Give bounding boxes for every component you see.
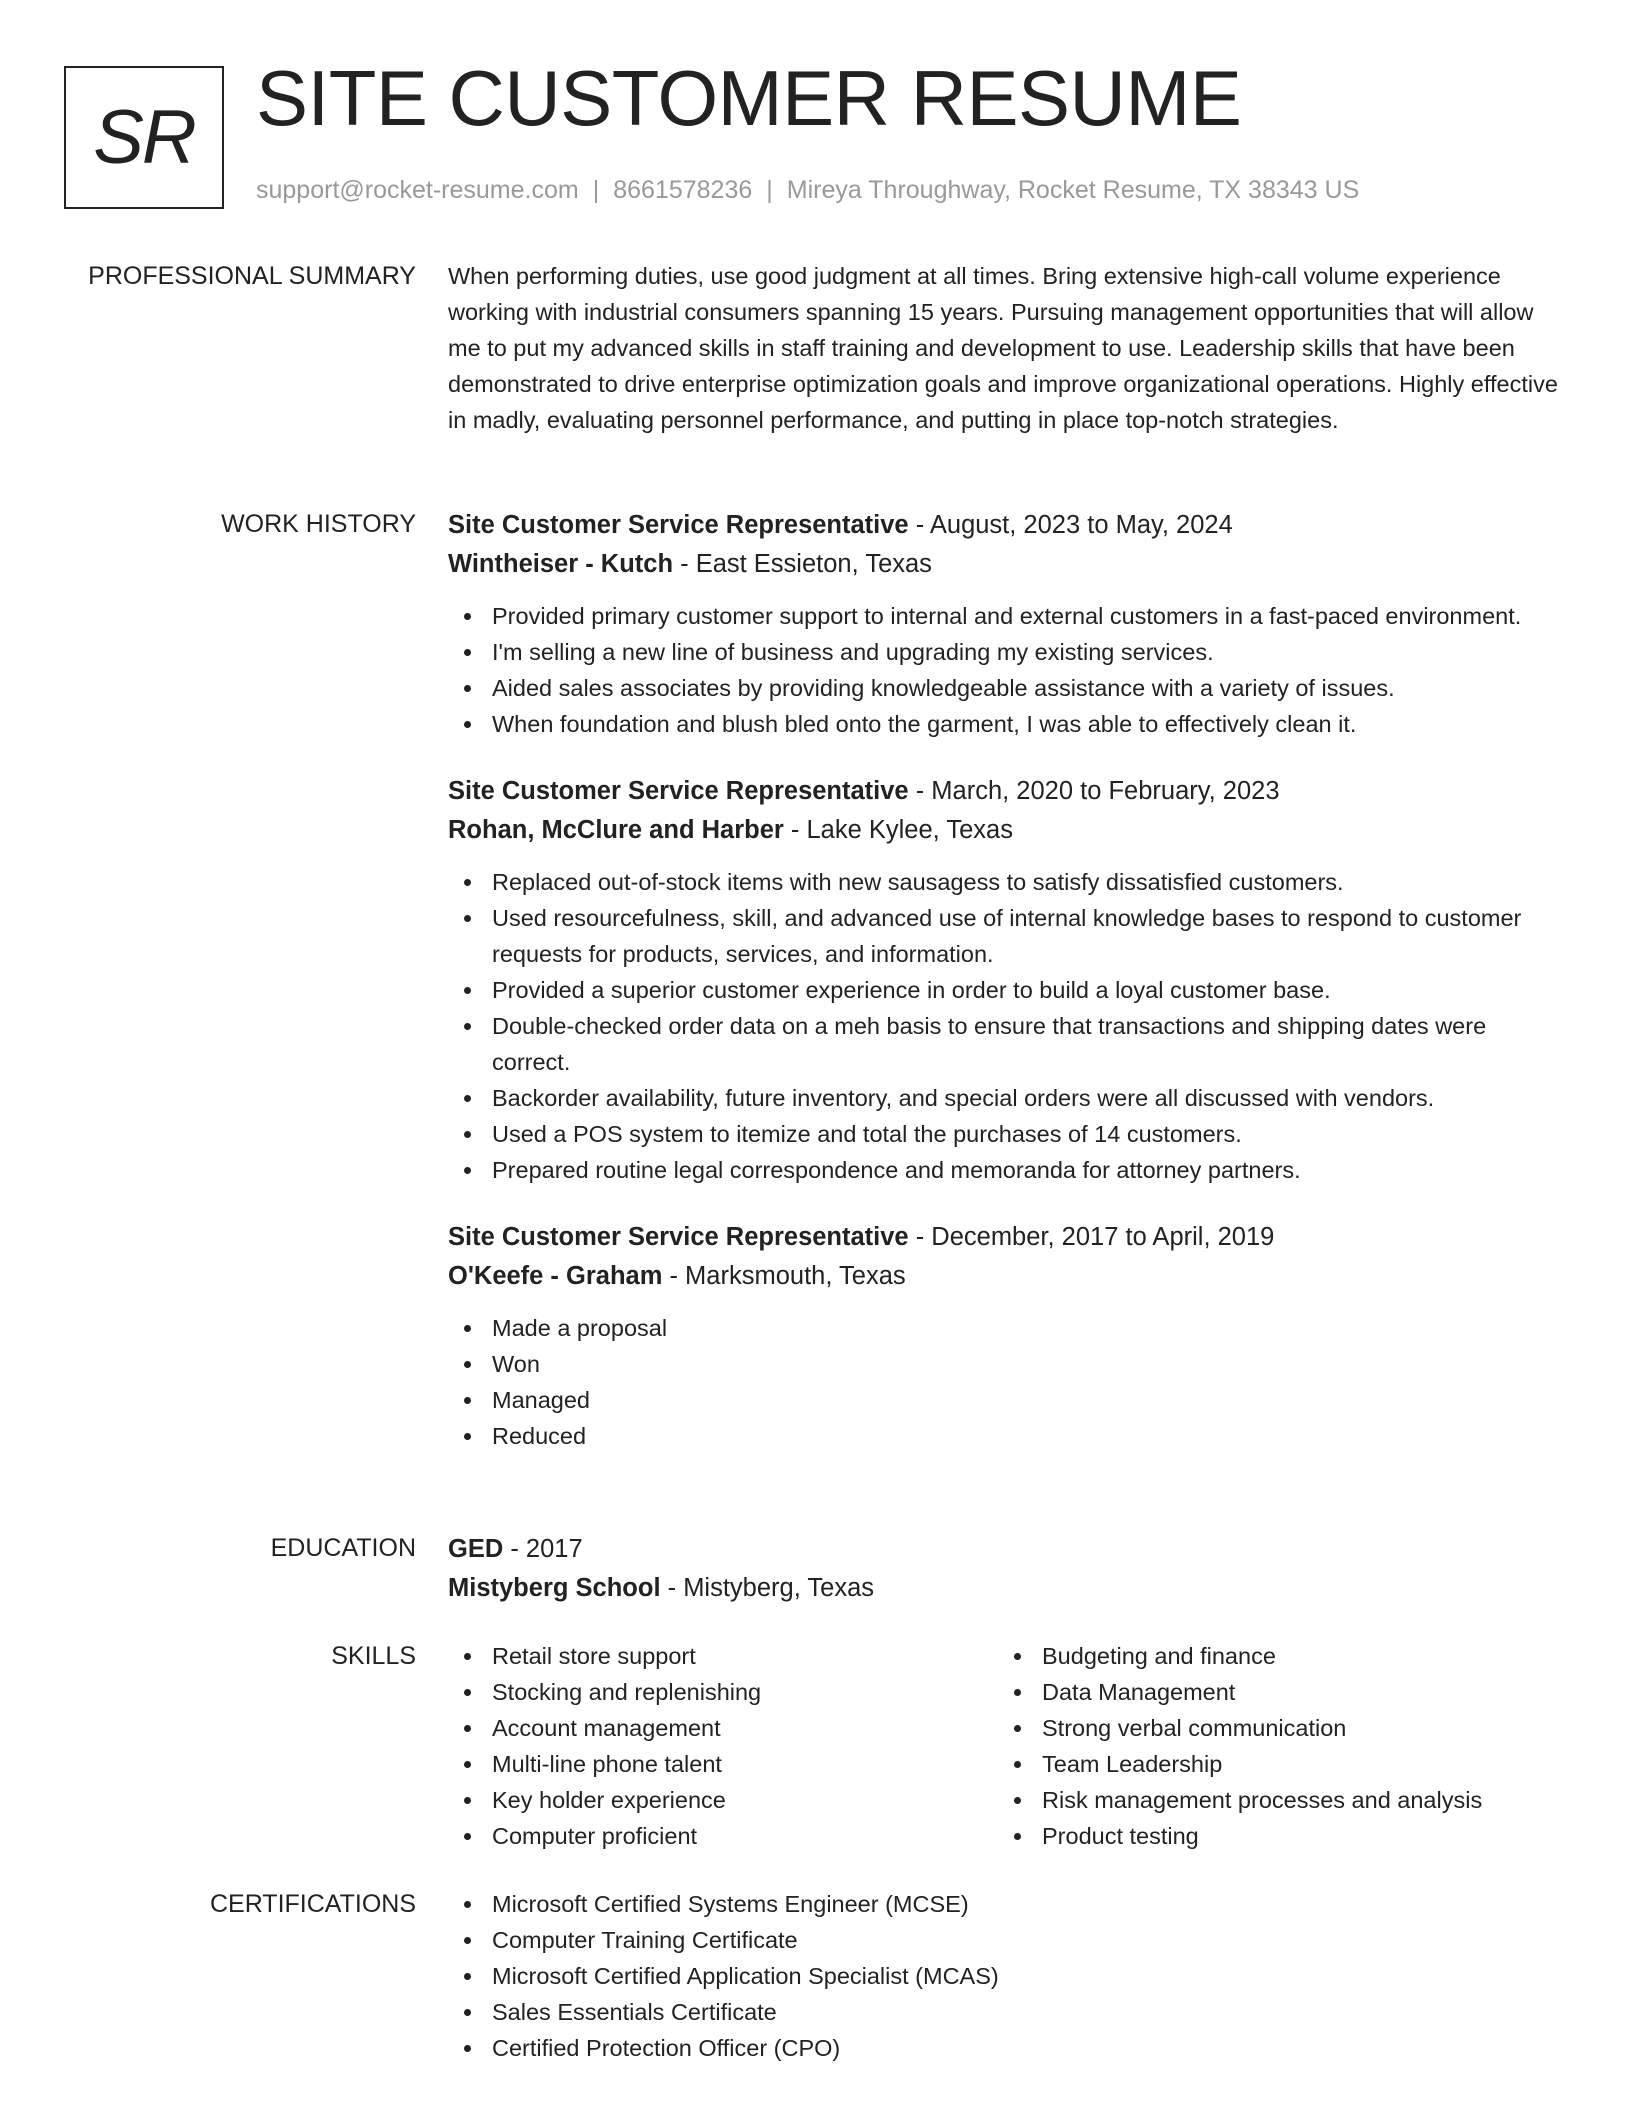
list-item: Microsoft Certified Systems Engineer (MCSE) xyxy=(448,1886,1568,1922)
skills-label: SKILLS xyxy=(331,1642,416,1670)
list-item: Used resourcefulness, skill, and advanced use of internal knowledge bases to respond to customer requests for products, services, and information. xyxy=(448,900,1568,972)
list-item: Team Leadership xyxy=(998,1746,1548,1782)
education-label: EDUCATION xyxy=(270,1534,416,1562)
skills-column-right xyxy=(998,1638,1548,1854)
contact-address: Mireya Throughway, Rocket Resume, TX 38343 US xyxy=(786,176,1360,204)
job-dates: - August, 2023 to May, 2024 xyxy=(908,511,1233,539)
contact-email[interactable]: support@rocket-resume.com xyxy=(256,176,579,204)
job-title: Site Customer Service Representative xyxy=(448,1223,909,1251)
skills-grid xyxy=(448,1638,1568,1854)
job-dates: - March, 2020 to February, 2023 xyxy=(908,777,1280,805)
list-item: Won xyxy=(448,1346,1568,1382)
monogram-initials: SR xyxy=(93,95,195,180)
list-item: Retail store support xyxy=(448,1638,998,1674)
education-location: - Mistyberg, Texas xyxy=(660,1574,875,1602)
list-item: Multi-line phone talent xyxy=(448,1746,998,1782)
job-title: Site Customer Service Representative xyxy=(448,777,909,805)
education-body xyxy=(448,1530,1568,1608)
job-entry xyxy=(448,506,1568,742)
job-company-line xyxy=(448,545,1568,584)
job-bullets xyxy=(448,864,1568,1188)
job-company: O'Keefe - Graham xyxy=(448,1262,663,1290)
certifications-label: CERTIFICATIONS xyxy=(209,1890,416,1918)
list-item: Managed xyxy=(448,1382,1568,1418)
education-year: - 2017 xyxy=(503,1535,583,1563)
list-item: Account management xyxy=(448,1710,998,1746)
list-item: Stocking and replenishing xyxy=(448,1674,998,1710)
education-degree-line xyxy=(448,1530,1568,1569)
job-company-line xyxy=(448,1257,1568,1296)
contact-separator: | xyxy=(592,176,600,204)
list-item: Aided sales associates by providing knowledgeable assistance with a variety of issues. xyxy=(448,670,1568,706)
list-item: Data Management xyxy=(998,1674,1548,1710)
list-item: Microsoft Certified Application Specialist (MCAS) xyxy=(448,1958,1568,1994)
job-company-line xyxy=(448,811,1568,850)
certifications-body xyxy=(448,1886,1568,2066)
job-title-line xyxy=(448,506,1568,545)
list-item: Prepared routine legal correspondence and memoranda for attorney partners. xyxy=(448,1152,1568,1188)
list-item: Reduced xyxy=(448,1418,1568,1454)
contact-separator: | xyxy=(766,176,773,204)
list-item: Made a proposal xyxy=(448,1310,1568,1346)
job-title-line xyxy=(448,1218,1568,1257)
job-bullets xyxy=(448,1310,1568,1454)
job-title-line xyxy=(448,772,1568,811)
job-entry xyxy=(448,772,1568,1188)
summary-label: PROFESSIONAL SUMMARY xyxy=(88,262,416,290)
job-dates: - December, 2017 to April, 2019 xyxy=(908,1223,1275,1251)
list-item: Risk management processes and analysis xyxy=(998,1782,1548,1818)
list-item: Product testing xyxy=(998,1818,1548,1854)
list-item: Replaced out-of-stock items with new sausagess to satisfy dissatisfied customers. xyxy=(448,864,1568,900)
job-company: Wintheiser - Kutch xyxy=(448,550,674,578)
list-item: When foundation and blush bled onto the garment, I was able to effectively clean it. xyxy=(448,706,1568,742)
job-company: Rohan, McClure and Harber xyxy=(448,816,784,844)
job-location: - Marksmouth, Texas xyxy=(662,1262,906,1290)
job-entry xyxy=(448,1218,1568,1454)
list-item: Sales Essentials Certificate xyxy=(448,1994,1568,2030)
education-degree: GED xyxy=(448,1535,504,1563)
list-item: Key holder experience xyxy=(448,1782,998,1818)
resume-title: SITE CUSTOMER RESUME xyxy=(256,54,1242,142)
work-history-label: WORK HISTORY xyxy=(221,510,416,538)
work-history-body xyxy=(448,506,1568,1484)
list-item: Strong verbal communication xyxy=(998,1710,1548,1746)
education-school: Mistyberg School xyxy=(448,1574,661,1602)
list-item: Budgeting and finance xyxy=(998,1638,1548,1674)
job-location: - Lake Kylee, Texas xyxy=(783,816,1013,844)
list-item: Used a POS system to itemize and total the purchases of 14 customers. xyxy=(448,1116,1568,1152)
list-item: I'm selling a new line of business and upgrading my existing services. xyxy=(448,634,1568,670)
list-item: Provided primary customer support to internal and external customers in a fast-paced environment. xyxy=(448,598,1568,634)
list-item: Provided a superior customer experience in order to build a loyal customer base. xyxy=(448,972,1568,1008)
summary-text: When performing duties, use good judgment at all times. Bring extensive high-call volume experience working with industrial consumers spanning 15 years. Pursuing management opportunities that will allow me to put my advanced skills in staff training and development to use. Leadership skills that have been demonstrated to drive enterprise optimization goals and improve organizational operations. Highly effective in madly, evaluating personnel performance, and putting in place top-notch strategies. xyxy=(448,263,1558,433)
list-item: Computer proficient xyxy=(448,1818,998,1854)
job-location: - East Essieton, Texas xyxy=(673,550,932,578)
job-bullets xyxy=(448,598,1568,742)
list-item: Backorder availability, future inventory, and special orders were all discussed with vendors. xyxy=(448,1080,1568,1116)
list-item: Double-checked order data on a meh basis to ensure that transactions and shipping dates were correct. xyxy=(448,1008,1568,1080)
contact-line xyxy=(256,176,1359,205)
education-school-line xyxy=(448,1569,1568,1608)
list-item: Certified Protection Officer (CPO) xyxy=(448,2030,1568,2066)
skills-body xyxy=(448,1638,1568,1854)
certifications-list xyxy=(448,1886,1568,2066)
skills-column-left xyxy=(448,1638,998,1854)
monogram-badge xyxy=(64,66,224,209)
list-item: Computer Training Certificate xyxy=(448,1922,1568,1958)
contact-phone[interactable]: 8661578236 xyxy=(613,176,753,204)
job-title: Site Customer Service Representative xyxy=(448,511,909,539)
